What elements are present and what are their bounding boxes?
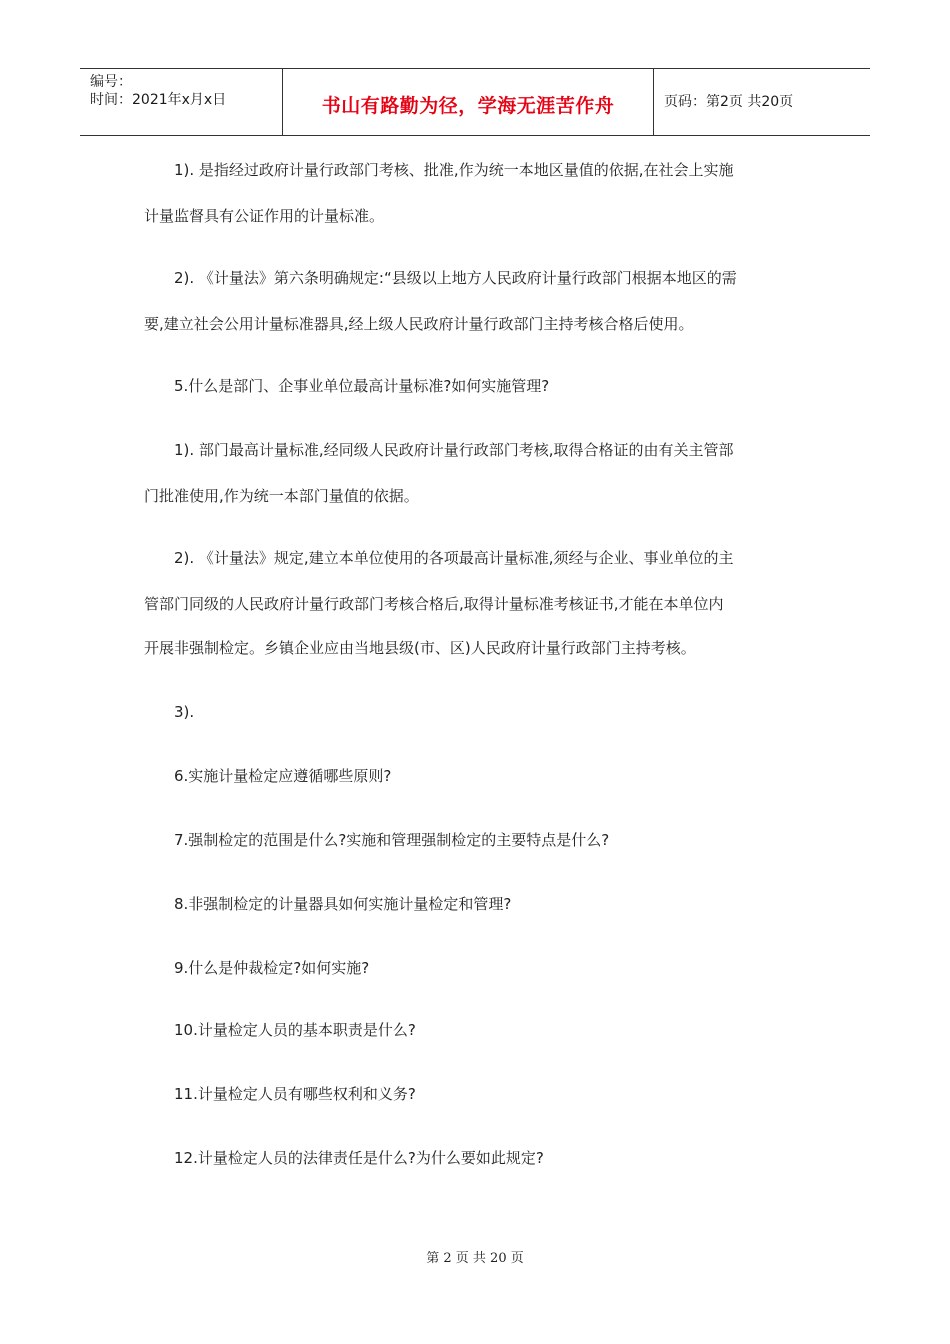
paragraph-line: 3). [144, 703, 195, 721]
paragraph-line: 2). 《计量法》第六条明确规定:“县级以上地方人民政府计量行政部门根据本地区的需 [144, 269, 737, 287]
question-heading: 5.什么是部门、企事业单位最高计量标准?如何实施管理? [144, 377, 550, 395]
paragraph-line: 门批准使用,作为统一本部门量值的依据。 [144, 487, 419, 505]
page-info: 页码：第2页 共20页 [664, 94, 794, 110]
paragraph-line: 2). 《计量法》规定,建立本单位使用的各项最高计量标准,须经与企业、事业单位的主 [144, 549, 734, 567]
question-heading: 9.什么是仲裁检定?如何实施? [144, 959, 370, 977]
question-heading: 12.计量检定人员的法律责任是什么?为什么要如此规定? [144, 1149, 544, 1167]
header-middle-cell [282, 69, 654, 135]
document-code-label: 编号： [90, 74, 132, 90]
paragraph-line: 管部门同级的人民政府计量行政部门考核合格后,取得计量标准考核证书,才能在本单位内 [144, 595, 724, 613]
paragraph-line: 1). 部门最高计量标准,经同级人民政府计量行政部门考核,取得合格证的由有关主管部 [144, 441, 734, 459]
question-heading: 10.计量检定人员的基本职责是什么? [144, 1021, 416, 1039]
question-heading: 8.非强制检定的计量器具如何实施计量检定和管理? [144, 895, 512, 913]
document-date: 时间：2021年x月x日 [90, 92, 227, 108]
page-footer: 第 2 页 共 20 页 [426, 1251, 524, 1266]
paragraph-line: 开展非强制检定。乡镇企业应由当地县级(市、区)人民政府计量行政部门主持考核。 [144, 639, 696, 657]
document-header [80, 68, 870, 136]
header-left-cell [80, 69, 282, 135]
paragraph-line: 要,建立社会公用计量标准器具,经上级人民政府计量行政部门主持考核合格后使用。 [144, 315, 694, 333]
paragraph-line: 计量监督具有公证作用的计量标准。 [144, 207, 385, 225]
question-heading: 6.实施计量检定应遵循哪些原则? [144, 767, 392, 785]
question-heading: 7.强制检定的范围是什么?实施和管理强制检定的主要特点是什么? [144, 831, 610, 849]
question-heading: 11.计量检定人员有哪些权利和义务? [144, 1085, 416, 1103]
header-motto: 书山有路勤为径，学海无涯苦作舟 [321, 95, 615, 117]
paragraph-line: 1). 是指经过政府计量行政部门考核、批准,作为统一本地区量值的依据,在社会上实施 [144, 161, 734, 179]
header-right-cell [654, 69, 870, 135]
